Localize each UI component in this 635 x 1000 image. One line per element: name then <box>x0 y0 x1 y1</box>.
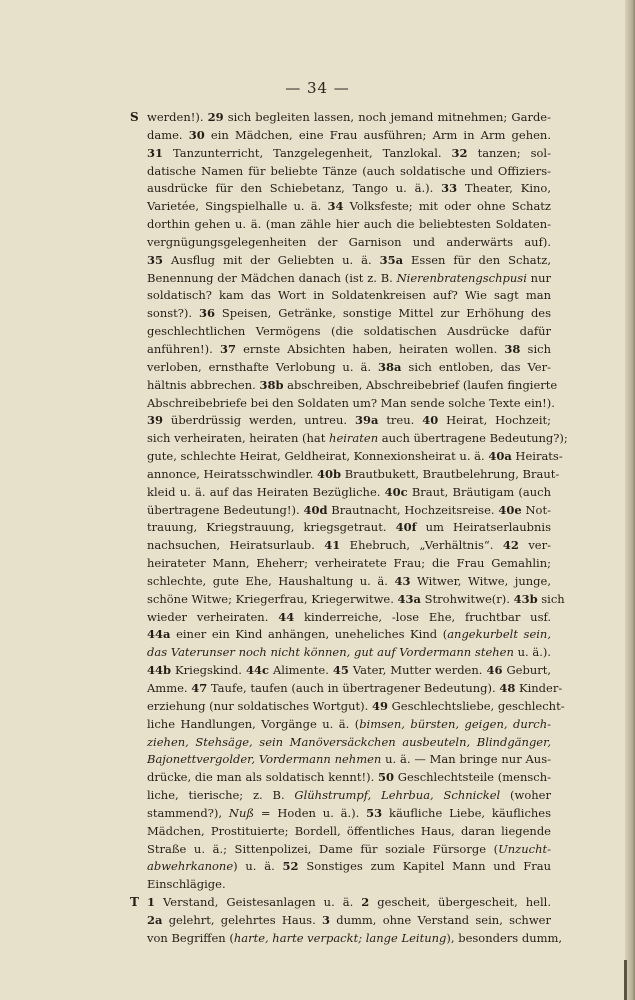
text-line: stammend?), Nuß = Hoden u. ä.). 53 käufliche Liebe, käufliches <box>147 805 552 820</box>
section-letter: S <box>130 110 139 124</box>
text-line: heirateter Mann, Eheherr; verheiratete Frau; die Frau Gemahlin; <box>147 556 551 571</box>
entry-number: 45 <box>332 663 349 678</box>
text-line: Einschlägige. <box>147 877 226 892</box>
text-line: von Begriffen (harte, harte verpackt; lange Leitung), besonders dumm, <box>147 930 563 945</box>
italic-term: abwehrkanone <box>147 859 234 874</box>
entry-number: 40f <box>395 520 417 535</box>
text-line: schöne Witwe; Kriegerfrau, Kriegerwitwe. 43a Strohwitwe(r). 43b sich <box>147 591 565 606</box>
text-line: sonst?). 36 Speisen, Getränke, sonstige Mittel zur Erhöhung des <box>147 306 552 321</box>
text-line: Varietée, Singspielhalle u. ä. 34 Volksfeste; mit oder ohne Schatz <box>147 199 551 214</box>
italic-term: Nierenbratengschpusi <box>396 270 527 285</box>
entry-number: 35a <box>379 252 404 267</box>
entry-number: 43a <box>397 591 422 606</box>
italic-term: angekurbelt sein, <box>447 627 551 642</box>
entry-number: 44b <box>147 663 172 678</box>
entry-number: 34 <box>327 199 344 214</box>
text-line: gute, schlechte Heirat, Geldheirat, Konnexionsheirat u. ä. 40a Heirats- <box>147 449 563 464</box>
text-line: Amme. 47 Taufe, taufen (auch in übertragener Bedeutung). 48 Kinder- <box>147 681 563 695</box>
text-line: anführen!). 37 ernste Absichten haben, heiraten wollen. 38 sich <box>147 341 551 356</box>
text-line: soldatisch? kam das Wort in Soldatenkreisen auf? Wie sagt man <box>147 288 551 303</box>
entry-number: 29 <box>207 110 224 124</box>
entry-number: 40d <box>303 502 328 517</box>
entry-number: 43b <box>513 591 538 606</box>
text-line: geschlechtlichen Vermögens (die soldatischen Ausdrücke dafür <box>147 324 551 339</box>
text-line: dorthin gehen u. ä. (man zähle hier auch die beliebtesten Soldaten- <box>147 217 551 232</box>
text-line: nachsuchen, Heiratsurlaub. 41 Ehebruch, „Verhältnis“. 42 ver- <box>147 538 551 553</box>
section-s <box>130 109 568 894</box>
entry-number: 33 <box>441 181 458 196</box>
text-line: kleid u. ä. auf das Heiraten Bezügliche. 40c Braut, Bräutigam (auch <box>147 484 551 499</box>
text-line: drücke, die man als soldatisch kennt!). 50 Geschlechtsteile (mensch- <box>147 770 551 785</box>
text-line: 39 überdrüssig werden, untreu. 39a treu. 40 Heirat, Hochzeit; <box>147 413 551 428</box>
entry-number: 31 <box>147 145 164 160</box>
entry-number: 53 <box>366 805 383 820</box>
entry-number: 40c <box>384 484 408 499</box>
section-t <box>130 894 563 948</box>
entry-number: 35 <box>147 252 164 267</box>
text-line: sich verheiraten, heiraten (hat heiraten auch übertragene Bedeutung?); <box>147 431 568 446</box>
italic-term: Bajonettvergolder, Vordermann nehmen <box>147 752 382 767</box>
entry-number: 48 <box>499 681 516 695</box>
text-line: vergnügungsgelegenheiten der Garnison und anderwärts auf). <box>147 234 551 249</box>
text-line: datische Namen für beliebte Tänze (auch soldatische und Offiziers- <box>147 163 551 178</box>
entry-number: 36 <box>198 306 215 321</box>
entry-number: 47 <box>191 681 208 695</box>
text-line: werden!). 29 sich begleiten lassen, noch jemand mitnehmen; Garde- <box>147 110 551 124</box>
entry-number: 40b <box>317 466 342 481</box>
entry-number: 52 <box>282 859 299 874</box>
entry-number: 38 <box>504 341 521 356</box>
entry-number: 2 <box>361 895 370 910</box>
text-line: verloben, ernsthafte Verlobung u. ä. 38a sich entloben, das Ver- <box>147 359 551 374</box>
italic-term: Glühstrumpf, Lehrbua, Schnickel <box>294 788 501 803</box>
binding-mark <box>624 960 627 1000</box>
entry-number: 44a <box>147 627 171 642</box>
text-line: das Vaterunser noch nicht können, gut auf Vordermann stehen u. ä.). <box>147 645 551 660</box>
italic-term: harte, harte verpackt; lange Leitung <box>233 930 447 945</box>
text-line: liche Handlungen, Vorgänge u. ä. (bimsen, bürsten, geigen, durch- <box>147 716 551 731</box>
text-line: wieder verheiraten. 44 kinderreiche, -lose Ehe, fruchtbar usf. <box>147 609 551 624</box>
text-line: trauung, Kriegstrauung, kriegsgetraut. 40f um Heiratserlaubnis <box>147 520 552 535</box>
entry-number: 30 <box>188 127 205 142</box>
section-letter: T <box>130 895 139 910</box>
entry-number: 40a <box>488 449 512 464</box>
text-line: Benennung der Mädchen danach (ist z. B. Nierenbratengschpusi nur <box>147 270 551 285</box>
text-line: Abschreibebriefe bei den Soldaten um? Man sende solche Texte ein!). <box>147 395 555 410</box>
text-line: annonce, Heiratsschwindler. 40b Brautbukett, Brautbelehrung, Braut- <box>147 466 560 481</box>
text-line: Mädchen, Prostituierte; Bordell, öffentliches Haus, daran liegende <box>147 823 551 838</box>
entry-number: 32 <box>451 145 468 160</box>
italic-term: ziehen, Stehsäge, sein Manöversäckchen ausbeuteln, Blindgänger, <box>147 734 551 749</box>
text-line: Straße u. ä.; Sittenpolizei, Dame für soziale Fürsorge (Unzucht- <box>147 841 551 856</box>
page-number: — 34 — <box>285 79 350 97</box>
entry-number: 38b <box>259 377 284 392</box>
entry-number: 1 <box>147 895 156 910</box>
entry-number: 41 <box>324 538 341 553</box>
entry-number: 40 <box>422 413 439 428</box>
italic-term: das Vaterunser noch nicht können, gut auf Vordermann stehen <box>147 645 514 660</box>
text-line: hältnis abbrechen. 38b abschreiben, Abschreibebrief (laufen fingierte <box>147 377 558 392</box>
text-line: 2a gelehrt, gelehrtes Haus. 3 dumm, ohne Verstand sein, schwer <box>147 912 551 927</box>
entry-number: 42 <box>502 538 519 553</box>
entry-number: 44 <box>278 609 295 624</box>
text-line: ausdrücke für den Schiebetanz, Tango u. ä.). 33 Theater, Kino, <box>147 181 552 196</box>
text-line: erziehung (nur soldatisches Wortgut). 49 Geschlechtsliebe, geschlecht- <box>147 698 565 713</box>
italic-term: bimsen, bürsten, geigen, durch- <box>359 716 551 731</box>
italic-term: Nuß <box>228 805 255 820</box>
text-line: übertragene Bedeutung!). 40d Brautnacht, Hochzeitsreise. 40e Not- <box>147 502 551 517</box>
italic-term: Unzucht- <box>498 841 551 856</box>
text-line: 44a einer ein Kind anhängen, uneheliches Kind (angekurbelt sein, <box>147 627 551 642</box>
entry-number: 40e <box>498 502 522 517</box>
text-line: abwehrkanone) u. ä. 52 Sonstiges zum Kapitel Mann und Frau <box>147 859 551 874</box>
text-line: 44b Kriegskind. 44c Alimente. 45 Vater, Mutter werden. 46 Geburt, <box>147 663 551 678</box>
text-line: 31 Tanzunterricht, Tanzgelegenheit, Tanzlokal. 32 tanzen; sol- <box>147 145 552 160</box>
text-line: liche, tierische; z. B. Glühstrumpf, Lehrbua, Schnickel (woher <box>147 788 551 803</box>
text-line: 35 Ausflug mit der Geliebten u. ä. 35a Essen für den Schatz, <box>147 252 551 267</box>
text-line <box>147 734 551 752</box>
text-line: schlechte, gute Ehe, Haushaltung u. ä. 43 Witwer, Witwe, junge, <box>147 573 551 588</box>
entry-number: 49 <box>371 698 388 713</box>
entry-number: 50 <box>378 770 395 785</box>
entry-number: 38a <box>377 359 402 374</box>
entry-number: 39a <box>354 413 379 428</box>
text-line: Bajonettvergolder, Vordermann nehmen u. ä. — Man bringe nur Aus- <box>147 752 551 767</box>
entry-number: 37 <box>219 341 236 356</box>
entry-number: 2a <box>147 912 163 927</box>
text-line: 1 Verstand, Geistesanlagen u. ä. 2 gescheit, übergescheit, hell. <box>147 895 551 910</box>
text-line: dame. 30 ein Mädchen, eine Frau ausführen; Arm in Arm gehen. <box>147 127 551 142</box>
entry-number: 46 <box>486 663 503 678</box>
text-body <box>130 109 568 948</box>
entry-number: 3 <box>321 912 330 927</box>
page-edge-shadow <box>625 0 635 1000</box>
entry-number: 39 <box>147 413 164 428</box>
entry-number: 43 <box>394 573 411 588</box>
entry-number: 44c <box>245 663 269 678</box>
italic-term: heiraten <box>329 431 379 446</box>
